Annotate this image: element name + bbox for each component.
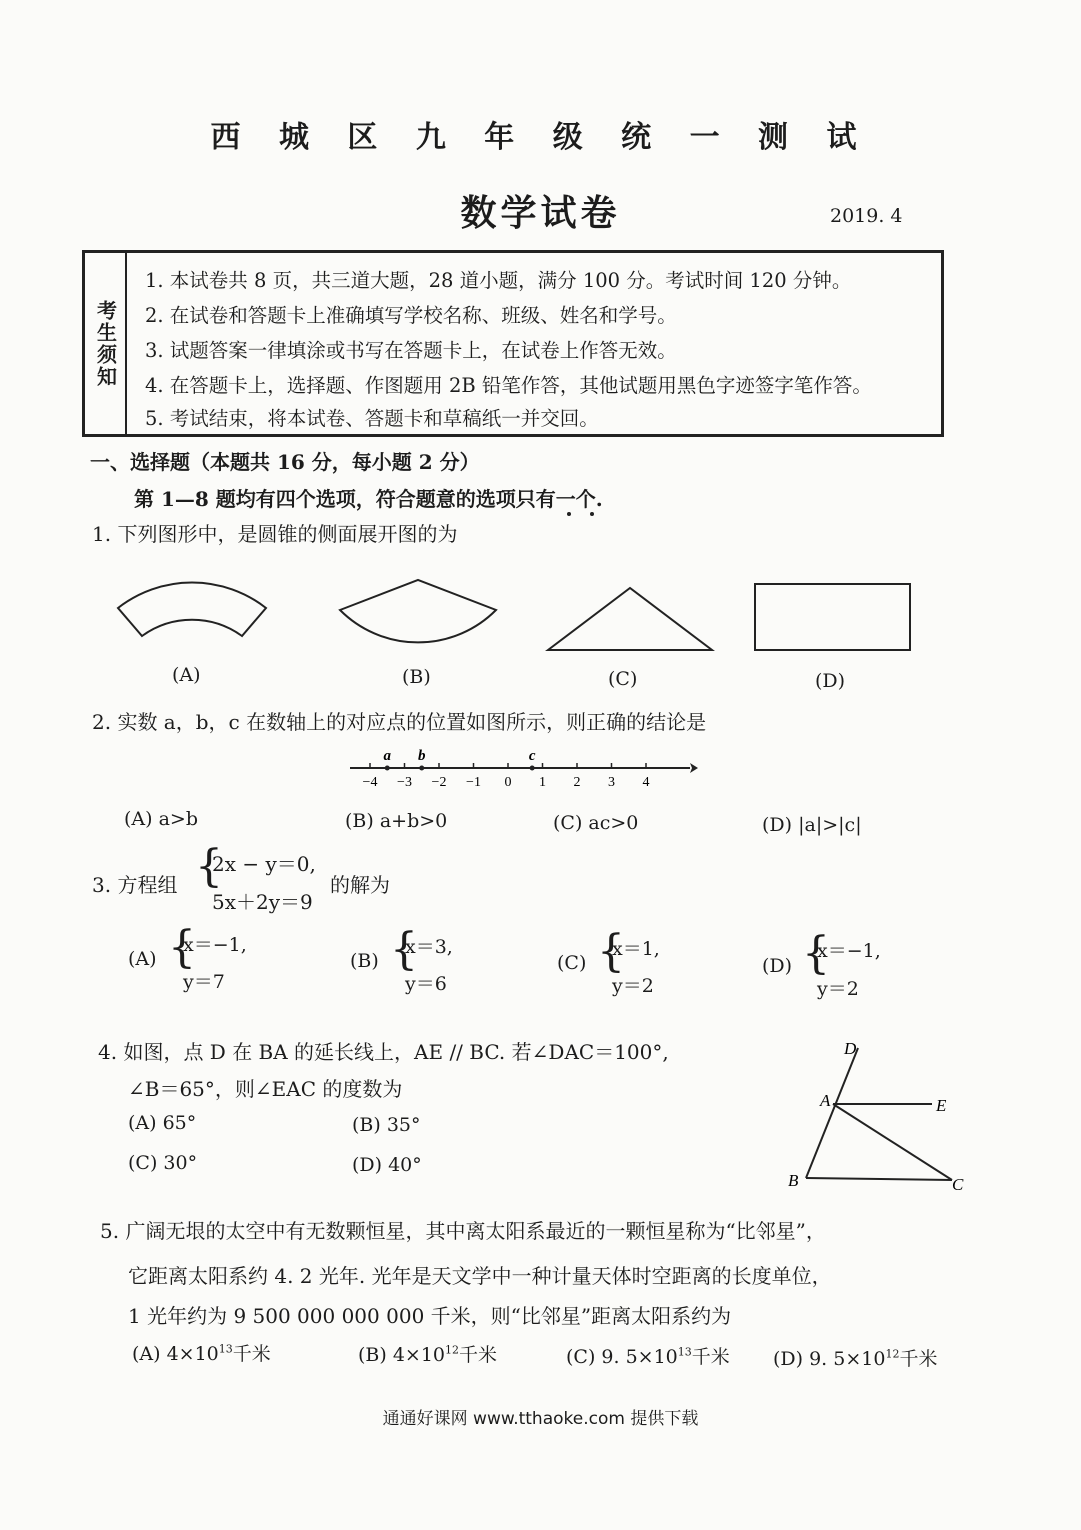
brace-icon: { bbox=[390, 924, 418, 975]
notice-item: 3. 试题答案一律填涂或书写在答题卡上，在试卷上作答无效。 bbox=[145, 339, 677, 362]
number-line-point bbox=[385, 766, 390, 771]
q2-option-b: (B) a+b>0 bbox=[345, 810, 448, 832]
q5-option-d: (D) 9. $5\times 10^{12}$千米 bbox=[773, 1347, 938, 1370]
q1-figures bbox=[100, 570, 930, 660]
number-line-tick-label: −2 bbox=[431, 775, 447, 790]
label-E: E bbox=[936, 1096, 947, 1115]
footer-credit: 通通好课网 www.tthaoke.com 提供下载 bbox=[382, 1409, 699, 1429]
q1-label-c: (C) bbox=[608, 668, 638, 690]
q5-option-c: (C) 9. $5\times 10^{13}$千米 bbox=[566, 1345, 730, 1368]
q5-option-b: (B) $4\times 10^{12}$千米 bbox=[358, 1343, 498, 1366]
number-line-tick-label: 1 bbox=[539, 775, 546, 790]
q4-line2: ∠B＝65°，则∠EAC 的度数为 bbox=[128, 1077, 403, 1101]
q3-prefix: 3. 方程组 bbox=[92, 873, 178, 897]
brace-icon: { bbox=[597, 926, 625, 977]
number-line-arrow bbox=[690, 763, 698, 773]
q3-eq1: 2x − y＝0, bbox=[212, 852, 316, 876]
q3-option-d-l2: y＝2 bbox=[817, 978, 859, 1000]
label-A: A bbox=[820, 1091, 831, 1110]
number-line-tick-label: 3 bbox=[608, 775, 615, 790]
q5-option-a: (A) $4\times 10^{13}$千米 bbox=[132, 1342, 271, 1365]
triangle-shape bbox=[548, 588, 712, 650]
number-line-point-label: a bbox=[383, 748, 391, 764]
q3-option-b-label: (B) bbox=[350, 950, 379, 972]
q3-option-c-l2: y＝2 bbox=[612, 975, 654, 997]
q3-suffix: 的解为 bbox=[330, 873, 390, 897]
emphasis-dot bbox=[567, 512, 571, 516]
number-line-point bbox=[530, 766, 535, 771]
label-D: D bbox=[844, 1039, 857, 1058]
number-line-point bbox=[419, 766, 424, 771]
q3-option-b-l1: x＝3, bbox=[405, 936, 453, 958]
line-DB bbox=[806, 1048, 858, 1178]
number-line-tick-label: 2 bbox=[573, 775, 581, 790]
number-line-tick-label: −4 bbox=[362, 775, 378, 790]
notice-item: 1. 本试卷共 8 页，共三道大题，28 道小题，满分 100 分。考试时间 120 分钟。 bbox=[145, 269, 852, 292]
q5-line1: 5. 广阔无垠的太空中有无数颗恒星，其中离太阳系最近的一颗恒星称为“比邻星”， bbox=[100, 1219, 826, 1243]
annular-sector-shape bbox=[118, 582, 266, 636]
number-line-point-label: c bbox=[528, 748, 536, 764]
number-line-tick-label: 4 bbox=[642, 775, 650, 790]
q4-line1: 4. 如图，点 D 在 BA 的延长线上，AE // BC. 若∠DAC＝100°, bbox=[98, 1040, 669, 1064]
q2-option-c: (C) ac>0 bbox=[553, 812, 639, 834]
q3-option-a-l2: y＝7 bbox=[183, 971, 225, 993]
section-instruction: 第 1—8 题均有四个选项，符合题意的选项只有一个. bbox=[134, 487, 603, 511]
q4-option-a: (A) 65° bbox=[128, 1112, 197, 1134]
q1-stem: 1. 下列图形中，是圆锥的侧面展开图的为 bbox=[92, 522, 458, 546]
q3-option-a-label: (A) bbox=[128, 948, 157, 970]
q4-option-b: (B) 35° bbox=[352, 1114, 421, 1136]
notice-item: 5. 考试结束，将本试卷、答题卡和草稿纸一并交回。 bbox=[145, 407, 599, 430]
sector-shape bbox=[340, 580, 496, 642]
label-C: C bbox=[952, 1175, 964, 1194]
notice-item: 4. 在答题卡上，选择题、作图题用 2B 铅笔作答，其他试题用黑色字迹签字笔作答。 bbox=[145, 374, 872, 397]
brace-icon: { bbox=[195, 841, 223, 892]
number-line-tick-label: 0 bbox=[504, 775, 512, 790]
q5-line3: 1 光年约为 9 500 000 000 000 千米，则“比邻星”距离太阳系约为 bbox=[128, 1304, 732, 1328]
q2-option-a: (A) a>b bbox=[124, 808, 198, 830]
q3-option-d-label: (D) bbox=[762, 955, 793, 977]
brace-icon: { bbox=[168, 922, 196, 973]
exam-title: 西 城 区 九 年 级 统 一 测 试 bbox=[210, 120, 871, 155]
rectangle-shape bbox=[755, 584, 910, 650]
q3-option-b-l2: y＝6 bbox=[405, 973, 447, 995]
brace-icon: { bbox=[802, 928, 830, 979]
label-B: B bbox=[788, 1171, 799, 1190]
q3-option-c-l1: x＝1, bbox=[612, 938, 660, 960]
q2-stem: 2. 实数 a，b，c 在数轴上的对应点的位置如图所示，则正确的结论是 bbox=[92, 710, 707, 734]
notice-box bbox=[82, 250, 944, 437]
notice-item: 2. 在试卷和答题卡上准确填写学校名称、班级、姓名和学号。 bbox=[145, 304, 677, 327]
number-line bbox=[340, 742, 700, 792]
number-line-tick-label: −3 bbox=[397, 775, 412, 790]
line-BC bbox=[806, 1178, 952, 1180]
q2-option-d: (D) |a|>|c| bbox=[762, 814, 862, 836]
line-AC bbox=[833, 1104, 952, 1180]
q4-option-d: (D) 40° bbox=[352, 1154, 422, 1176]
q4-option-c: (C) 30° bbox=[128, 1152, 198, 1174]
number-line-point-label: b bbox=[418, 748, 426, 764]
emphasis-dot bbox=[590, 512, 594, 516]
q1-label-b: (B) bbox=[402, 666, 431, 688]
exam-date: 2019. 4 bbox=[830, 205, 903, 227]
q5-line2: 它距离太阳系约 4. 2 光年. 光年是天文学中一种计量天体时空距离的长度单位， bbox=[128, 1264, 832, 1288]
q3-eq2: 5x＋2y＝9 bbox=[212, 890, 313, 914]
q1-label-a: (A) bbox=[172, 664, 201, 686]
section-title: 一、选择题（本题共 16 分，每小题 2 分） bbox=[90, 450, 480, 474]
number-line-tick-label: −1 bbox=[466, 775, 481, 790]
q4-figure bbox=[780, 1036, 980, 1196]
q3-option-d-l1: x＝−1, bbox=[817, 940, 881, 962]
exam-subtitle: 数学试卷 bbox=[460, 192, 621, 234]
q3-option-c-label: (C) bbox=[557, 952, 587, 974]
notice-label: 考生须知 bbox=[85, 253, 127, 434]
q3-option-a-l1: x＝−1, bbox=[183, 934, 247, 956]
q1-label-d: (D) bbox=[815, 670, 846, 692]
